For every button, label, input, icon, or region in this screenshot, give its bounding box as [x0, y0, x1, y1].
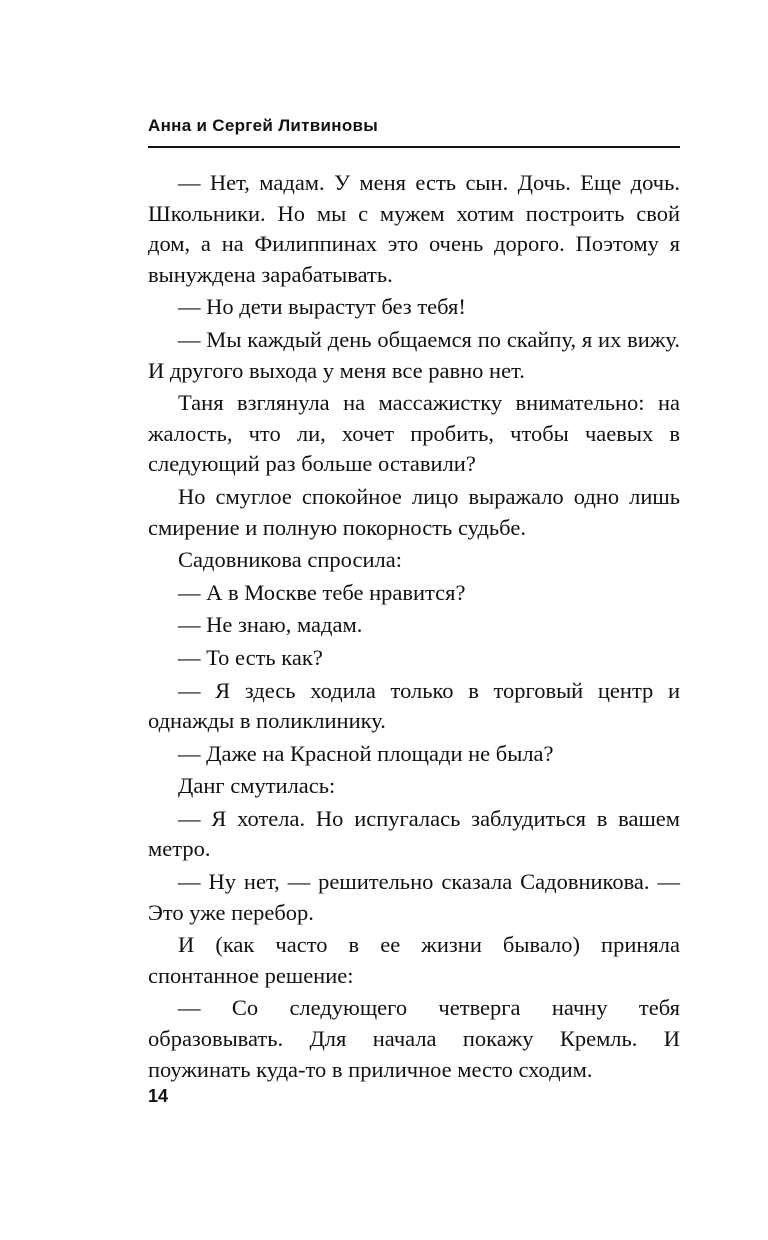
paragraph: — Даже на Красной площади не была?: [178, 740, 554, 766]
paragraph: Но смуглое спокойное лицо выражало одно лишь смирение и полную покорность судьбе.: [148, 483, 680, 540]
paragraph: — То есть как?: [178, 644, 323, 670]
paragraph: — Я хотела. Но испугалась заблудиться в вашем метро.: [148, 805, 680, 862]
paragraph: — Не знаю, мадам.: [178, 612, 363, 638]
paragraph: Данг смутилась:: [178, 773, 336, 799]
paragraph: — Но дети вырастут без тебя!: [178, 294, 466, 320]
page-number: 14: [148, 1086, 169, 1106]
paragraph: — Нет, мадам. У меня есть сын. Дочь. Еще дочь. Школьники. Но мы с мужем хотим построить свой дом, а на Филиппинах это очень дорого. Поэтому я вынуждена зарабатывать.: [148, 170, 680, 287]
running-header: [148, 116, 680, 148]
paragraph: Таня взглянула на массажистку внимательно: на жалость, что ли, хочет пробить, чтобы чаевых в следующий раз больше оставили?: [148, 390, 680, 477]
paragraph: — А в Москве тебе нравится?: [178, 579, 466, 605]
paragraph: — Ну нет, — решительно сказала Садовникова. — Это уже перебор.: [148, 869, 680, 925]
paragraph: Садовникова спросила:: [178, 547, 402, 573]
paragraph: — Мы каждый день общаемся по скайпу, я их вижу. И другого выхода у меня все равно нет.: [148, 326, 680, 383]
paragraph: — Со следующего четверга начну тебя образовывать. Для начала покажу Кремль. И поужинать куда-то в приличное место сходим.: [148, 995, 680, 1082]
paragraph: И (как часто в ее жизни бывало) приняла спонтанное решение:: [148, 932, 680, 988]
author-names: Анна и Сергей Литвиновы: [148, 116, 379, 135]
page-body: [148, 168, 680, 1087]
paragraph: — Я здесь ходила только в торговый центр и однажды в поликлинику.: [148, 677, 680, 734]
